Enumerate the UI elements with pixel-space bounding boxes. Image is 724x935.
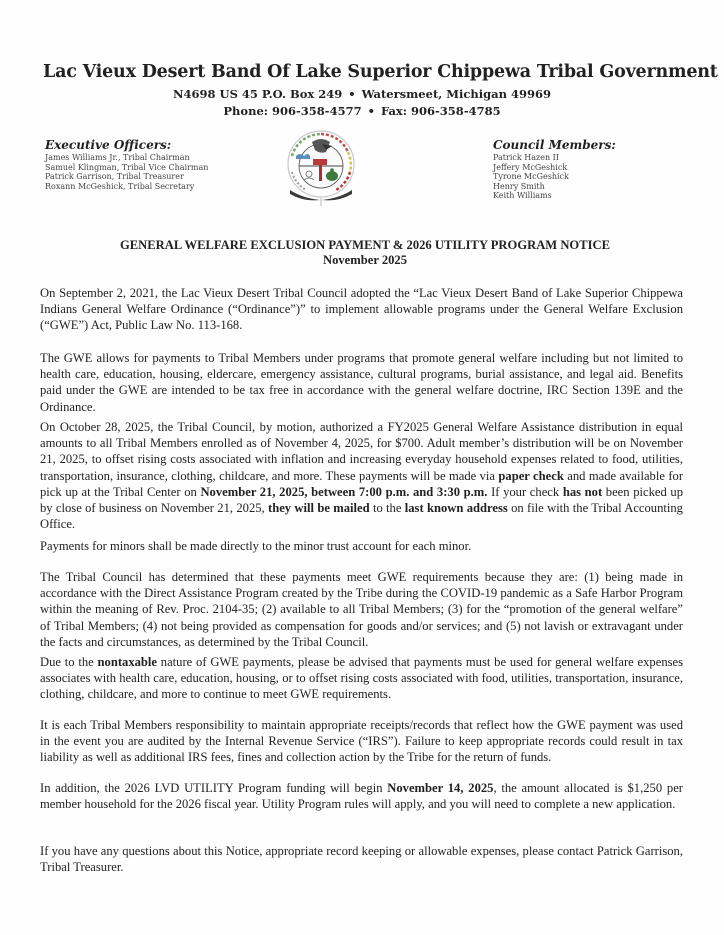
text-run: Due to the [40,655,98,669]
text-run: on file with the Tribal Accounting Office. [40,501,683,532]
street-address: N4698 US 45 P.O. Box 249 [173,87,343,101]
organization-contact [0,104,724,118]
text-run: On October 28, 2025, the Tribal Council, by motion, authorized a FY2025 General Welfare Assistance distribution in equal amounts to all Tribal Members enrolled as of November 4, 2025, for $700. Adult member’s distribution will be on November 21, 2025, to offset rising costs associated with inflation and increasing everyday household expenses related to food, utilities, transportation, insurance, clothing, childcare, and more. These payments will be made via [40,420,683,483]
text-run: nature of GWE payments, please be advised that payments must be used for general welfare expenses associates with health care, education, housing, or to offset rising costs associated with food, utilities, transportation, insurance, clothing, childcare, and more to continue to meet GWE requirements. [40,655,684,702]
officer-item: Samuel Klingman, Tribal Vice Chairman [45,162,209,172]
paragraph-utility-program [40,780,683,812]
text-run: If your check [487,484,563,499]
paragraph-contact: If you have any questions about this Notice, appropriate record keeping or allowable expenses, please contact Patrick Garrison, Tribal Treasurer. [40,844,683,875]
paragraph-record-keeping: It is each Tribal Members responsibility to maintain appropriate receipts/records that reflect how the GWE payment was used in the event you are audited by the Internal Revenue Service (“IRS”). Failure to keep appropriate records could result in tax liability as well as additional IRS fees, fines and collection action by the Tribe for the return of funds. [40,718,683,765]
emphasis-has-not: has not [562,484,603,499]
bullet-separator: • [348,87,356,101]
paragraph-minors: Payments for minors shall be made directly to the minor trust account for each minor. [40,539,472,553]
executive-officers [45,138,208,191]
notice-date: November 2025 [322,253,408,267]
paragraph-ordinance-adoption: On September 2, 2021, the Lac Vieux Desert Tribal Council adopted the “Lac Vieux Desert Band of Lake Superior Chippewa Indians General Welfare Ordinance (“Ordinance”)” to implement allowable programs under the General Welfare Exclusion (“GWE”) Act, Public Law No. 113-168. [40,286,683,333]
paragraph-gwe-requirements: The Tribal Council has determined that these payments meet GWE requirements because they are: (1) being made in accordance with the Direct Assistance Program created by the Tribe during the COVID-19 pandemic as a Safe Harbor Program within the meaning of Rev. Proc. 2104-35; (2) available to all Tribal Members; (3) for the “promotion of the general welfare” of Tribal Members; (4) not being provided as compensation for goods and/or services; and (5) not lavish or extravagant under the facts and circumstances, as determined by the Tribal Council. [40,570,683,649]
council-member-item: Henry Smith [493,181,545,191]
fax-number: Fax: 906-358-4785 [380,104,501,118]
emphasis-nontaxable: nontaxable [97,655,158,669]
text-run: In addition, the 2026 LVD UTILITY Program funding will begin [40,781,388,795]
executive-officers-heading: Executive Officers: [45,138,172,152]
emphasis-pickup-date: November 21, 2025, between 7:00 p.m. and 3:30 p.m. [200,484,488,499]
council-members-heading: Council Members: [493,138,616,152]
executive-officers-list [45,153,208,191]
officer-item: Patrick Garrison, Tribal Treasurer [45,172,184,181]
officer-item: James Williams Jr., Tribal Chairman [45,153,190,162]
emphasis-paper-check: paper check [498,468,564,483]
phone-number: Phone: 906-358-4577 [223,104,362,118]
council-members-list [493,153,616,201]
notice-title: GENERAL WELFARE EXCLUSION PAYMENT & 2026 UTILITY PROGRAM NOTICE [119,238,611,252]
organization-name: Lac Vieux Desert Band Of Lake Superior Chippewa Tribal Government [43,62,718,82]
emphasis-utility-start-date: November 14, 2025 [387,781,494,795]
text-run: been picked up by close of business on November 21, 2025, [40,484,683,516]
council-member-item: Keith Williams [493,191,552,200]
organization-address [0,87,724,101]
emphasis-will-be-mailed: they will be mailed [268,501,370,516]
council-member-item: Tyrone McGeshick [493,172,569,181]
council-member-item: Jeffery McGeshick [493,162,568,172]
city-state-zip: Watersmeet, Michigan 49969 [361,87,551,101]
emphasis-last-known-address: last known address [404,501,508,516]
paragraph-distribution-details [40,419,683,532]
council-member-item: Patrick Hazen II [493,153,559,162]
text-run: to the [369,501,405,516]
text-run: and made available for pick up at the Tribal Center on [40,468,684,499]
paragraph-gwe-overview: The GWE allows for payments to Tribal Members under programs that promote general welfare including but not limited to health care, education, housing, eldercare, emergency assistance, cultural programs, burial assistance, and legal aid. Benefits paid under the GWE are intended to be tax free in accordance with the general welfare doctrine, IRC Section 139E and the Ordinance. [40,351,683,414]
tribal-seal-icon [282,126,360,208]
bullet-separator: • [367,104,375,118]
paragraph-nontaxable [40,654,683,703]
council-members [493,138,616,201]
text-run: , the amount allocated is $1,250 per member household for the 2026 fiscal year. Utility Program rules will apply, and you will need to complete a new application. [40,781,683,812]
officer-item: Roxann McGeshick, Tribal Secretary [45,181,195,191]
